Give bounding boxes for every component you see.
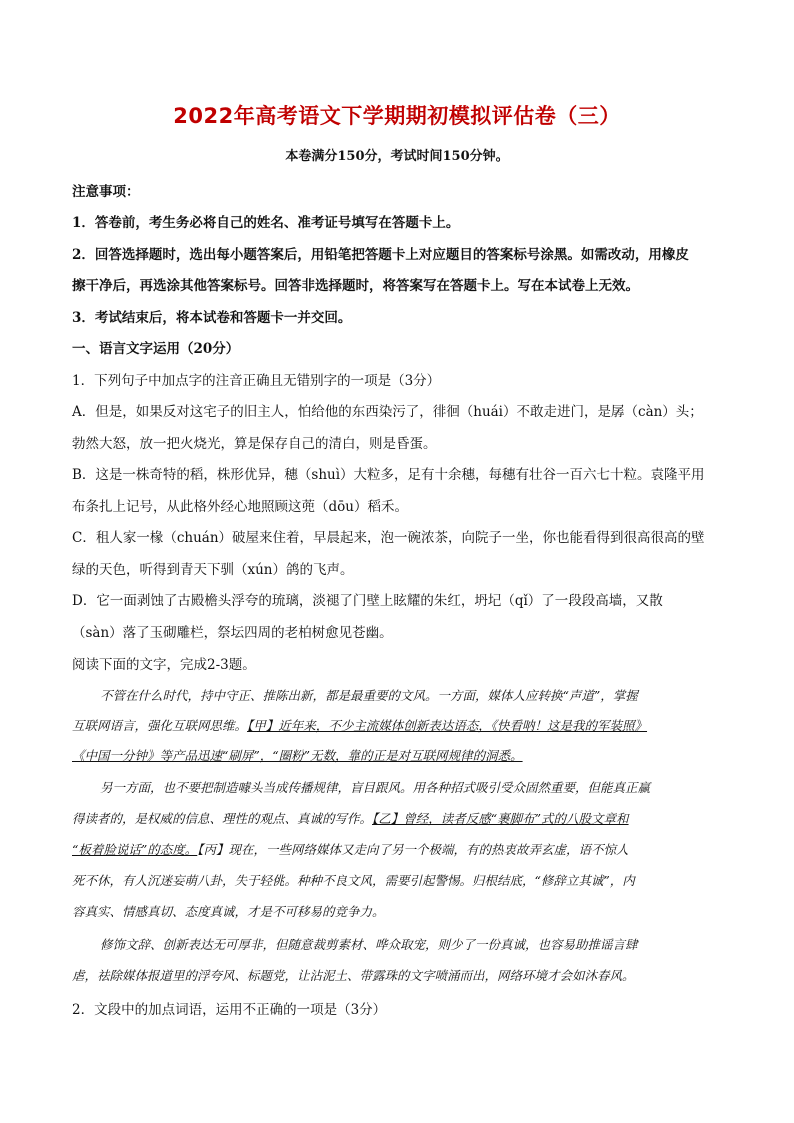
notice-heading: 注意事项： bbox=[72, 184, 140, 200]
passage-p3-line2: 虐，祛除媒体报道里的浮夸风、标题党，让沾泥土、带露珠的文字喷涌而出，网络环境才会如沐春风。 bbox=[72, 968, 635, 983]
section-heading: 一、语言文字运用（20分） bbox=[72, 341, 240, 357]
q1-option-a-line2: 勃然大怒，放一把火烧光，算是保存自己的清白，则是昏蛋。 bbox=[72, 436, 437, 452]
q1-option-b-line1: B．这是一株奇特的稻，株形优异，穗（shuì）大粒多，足有十余穗，每穗有壮谷一百六七十粒。袁隆平用 bbox=[72, 467, 705, 483]
passage-text: 得读者的，是权威的信息、理性的观点、真诚的写作。 bbox=[72, 811, 373, 826]
q2-stem: 2．文段中的加点词语，运用不正确的一项是（3分） bbox=[72, 1002, 387, 1018]
q1-option-c-line1: C．租人家一椽（chuán）破屋来住着，早晨起来，泡一碗浓茶，向院子一坐，你也能看得到很高很高的壁 bbox=[72, 530, 705, 546]
passage-p2-line3 bbox=[72, 840, 724, 858]
q1-option-d-line2: （sàn）落了玉砌雕栏，祭坛四周的老柏树愈见苍幽。 bbox=[72, 625, 393, 641]
passage-p3-line1: 修饰文辞、创新表达无可厚非，但随意裁剪素材、哗众取宠，则少了一份真诚，也容易助推谣言肆 bbox=[100, 937, 638, 952]
passage-text: 互联网语言，强化互联网思维。 bbox=[72, 718, 248, 733]
underlined-sentence-yi: 【乙】曾经，读者反感“裹脚布”式的八股文章和 bbox=[372, 811, 629, 826]
notice-item-2a: 2．回答选择题时，选出每小题答案后，用铅笔把答题卡上对应题目的答案标号涂黑。如需改动，用橡皮 bbox=[72, 247, 689, 263]
q1-option-b-line2: 布条扎上记号，从此格外经心地照顾这蔸（dōu）稻禾。 bbox=[72, 499, 408, 515]
q1-option-c-line2: 绿的天色，听得到青天下驯（xún）鸽的飞声。 bbox=[72, 562, 354, 578]
notice-item-1: 1．答卷前，考生务必将自己的姓名、准考证号填写在答题卡上。 bbox=[72, 215, 460, 231]
passage-p1-line2 bbox=[72, 716, 724, 734]
passage-p1-line3 bbox=[72, 746, 724, 764]
underlined-sentence-yi-cont: “板着脸说话”的态度。 bbox=[72, 842, 198, 857]
passage-p2-line2 bbox=[72, 809, 724, 827]
q1-stem: 1．下列句子中加点字的注音正确且无错别字的一项是（3分） bbox=[72, 373, 441, 389]
underlined-sentence-jia: 【甲】近年来，不少主流媒体创新表达语态，《快看呐！这是我的军装照》 bbox=[247, 718, 648, 733]
passage-p2-line4: 死不休，有人沉迷妄萌八卦，失于轻佻。种种不良文风，需要引起警惕。归根结底，“修辞立其诚”，内 bbox=[72, 873, 635, 888]
passage-p1-line1: 不管在什么时代，持中守正、推陈出新，都是最重要的文风。一方面，媒体人应转换“声道”，掌握 bbox=[100, 688, 638, 703]
page-title: 2022年高考语文下学期期初模拟评估卷（三） bbox=[173, 104, 621, 128]
passage-p2-line1: 另一方面，也不要把制造噱头当成传播规律，盲目跟风。用各种招式吸引受众固然重要，但能真正赢 bbox=[100, 780, 651, 795]
passage-p2-line5: 容真实、情感真切、态度真诚，才是不可移易的竞争力。 bbox=[72, 904, 385, 919]
exam-subtitle: 本卷满分150分，考试时间150分钟。 bbox=[285, 149, 509, 164]
q1-option-a-line1: A．但是，如果反对这宅子的旧主人，怕给他的东西染污了，徘徊（huái）不敢走进门，是孱（càn）头； bbox=[72, 404, 703, 420]
notice-item-3: 3．考试结束后，将本试卷和答题卡一并交回。 bbox=[72, 310, 352, 326]
reading-intro: 阅读下面的文字，完成2-3题。 bbox=[72, 657, 256, 673]
notice-item-2b: 擦干净后，再选涂其他答案标号。回答非选择题时，将答案写在答题卡上。写在本试卷上无效。 bbox=[72, 278, 639, 294]
passage-text: 【丙】现在，一些网络媒体又走向了另一个极端，有的热衷故弄玄虚，语不惊人 bbox=[197, 842, 629, 857]
q1-option-d-line1: D．它一面剥蚀了古殿檐头浮夸的琉璃，淡褪了门壁上眩耀的朱红，坍圮（qǐ）了一段段高墙，又散 bbox=[72, 593, 663, 609]
underlined-sentence-jia-cont: 《中国一分钟》等产品迅速“刷屏”，“圈粉”无数，靠的正是对互联网规律的洞悉。 bbox=[72, 748, 523, 763]
